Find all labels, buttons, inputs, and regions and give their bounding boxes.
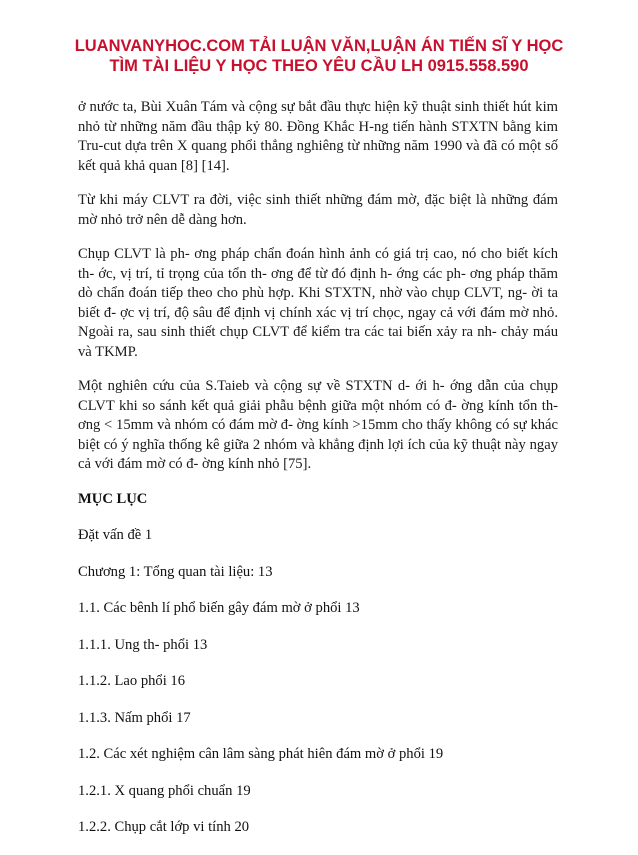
toc-title: MỤC LỤC	[78, 490, 148, 507]
toc-item: 1.2. Các xét nghiệm cân lâm sàng phát hiên đám mờ ở phổi 19	[78, 746, 444, 762]
paragraph: Từ khi máy CLVT ra đời, việc sinh thiết những đám mờ, đặc biệt là những đám mờ nhỏ trở nên dễ dàng hơn.	[78, 192, 558, 228]
page-header	[40, 36, 598, 76]
toc-item: 1.1.1. Ung th- phổi 13	[78, 636, 208, 653]
paragraph: Chụp CLVT là ph- ơng pháp chẩn đoán hình ảnh có giá trị cao, nó cho biết kích th- ớc, vị trí, tỉ trọng của tổn th- ơng để từ đó định h- ớng các ph- ơng pháp thăm dò chẩn đoán tiếp theo cho phù hợp. Khi STXTN, nhờ vào chụp CLVT, ng- ời ta biết đ- ợc vị trí, độ sâu để định vị chính xác vị trí chọc, ngay cả với đám mờ nhỏ. Ngoài ra, sau sinh thiết chụp CLVT để kiểm tra các tai biến xảy ra nh- chảy máu và TKMP.	[78, 246, 558, 360]
header-line-2: TÌM TÀI LIỆU Y HỌC THEO YÊU CẦU LH 0915.558.590	[109, 57, 529, 75]
document-body	[78, 98, 558, 855]
header-line-1: LUANVANYHOC.COM TẢI LUẬN VĂN,LUẬN ÁN TIẾN SĨ Y HỌC	[74, 37, 564, 55]
toc-item: Đặt vấn đề 1	[78, 527, 153, 543]
toc-item: 1.2.2. Chụp cắt lớp vi tính 20	[78, 819, 250, 835]
table-of-contents	[78, 490, 558, 838]
toc-item: 1.1.2. Lao phổi 16	[78, 673, 186, 689]
toc-item: 1.1.3. Nấm phổi 17	[78, 709, 191, 726]
toc-item: 1.2.1. X quang phổi chuẩn 19	[78, 782, 251, 799]
paragraph: Một nghiên cứu của S.Taieb và cộng sự về STXTN d- ới h- ớng dẫn của chụp CLVT khi so sánh kết quả giải phẫu bệnh giữa một nhóm có đ- ờng kính tổn th- ơng < 15mm và nhóm có đám mờ đ- ờng kính >15mm cho thấy không có sự khác biệt có ý nghĩa thống kê giữa 2 nhóm và khẳng định lợi ích của kỹ thuật này ngay cả với đám mờ có đ- ờng kính nhỏ [75].	[78, 378, 558, 472]
toc-item: Chương 1: Tổng quan tài liệu: 13	[78, 563, 273, 580]
paragraph: ở nước ta, Bùi Xuân Tám và cộng sự bắt đầu thực hiện kỹ thuật sinh thiết hút kim nhỏ từ những năm đầu thập kỷ 80. Đồng Khắc H-ng tiến hành STXTN bằng kim Tru-cut dựa trên X quang phổi thẳng nghiêng từ những năm 1990 và đã có một số kết quả khả quan [8] [14].	[78, 99, 558, 174]
toc-item: 1.1. Các bênh lí phổ biến gây đám mờ ở phổi 13	[78, 600, 360, 616]
